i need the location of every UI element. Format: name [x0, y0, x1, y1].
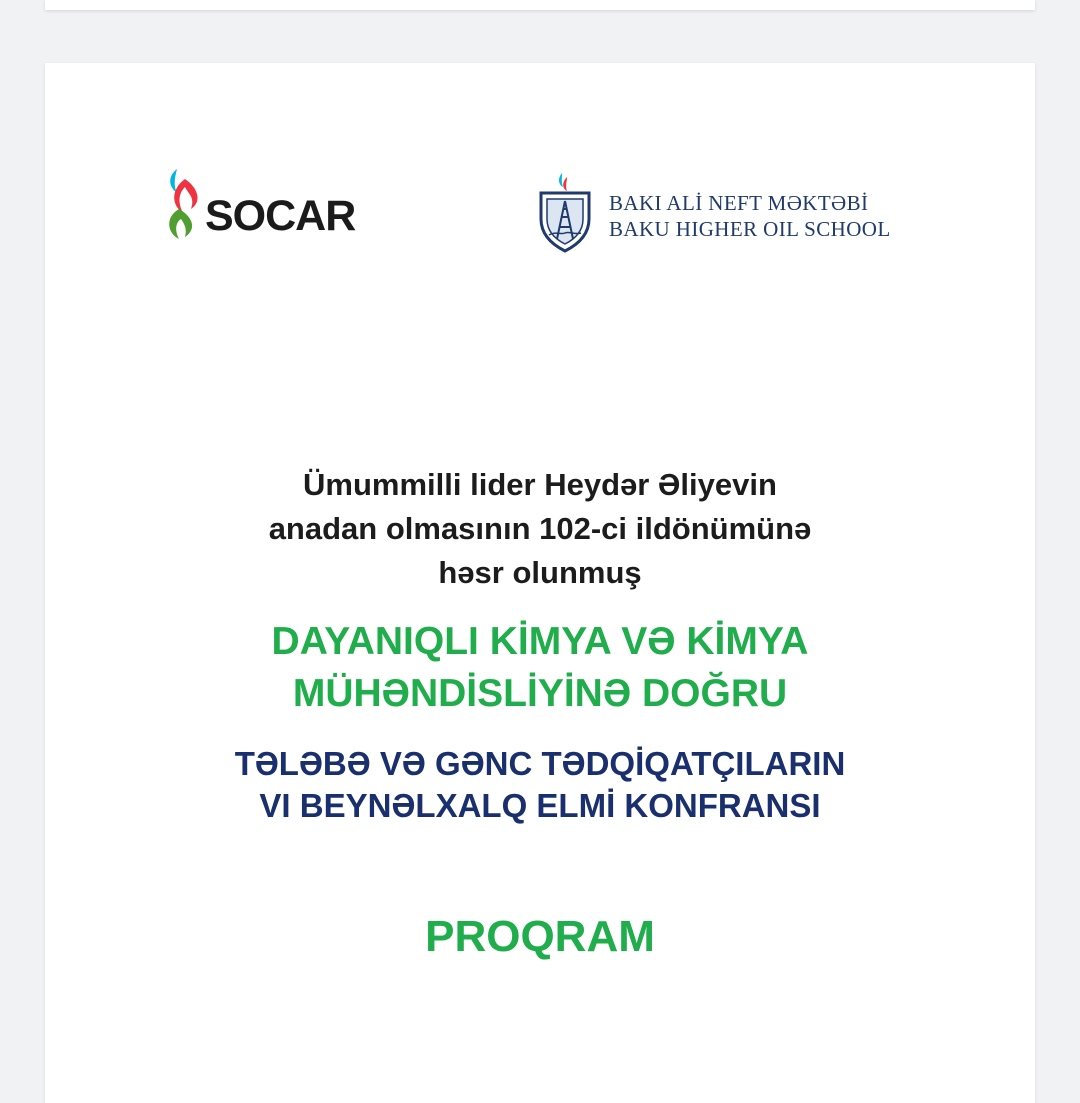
document-page[interactable]	[45, 63, 1035, 1103]
conference-subtitle-line: VI BEYNƏLXALQ ELMİ KONFRANSI	[259, 787, 821, 824]
bhos-name-az: BAKI ALİ NEFT MƏKTƏBİ	[609, 191, 869, 215]
azerbaijan-flame-icon	[157, 165, 207, 241]
socar-wordmark: SOCAR	[205, 191, 356, 240]
dedication-line: həsr olunmuş	[438, 555, 642, 590]
conference-subtitle-line: TƏLƏBƏ VƏ GƏNC TƏDQİQATÇILARIN	[234, 745, 846, 782]
dedication-line: anadan olmasının 102-ci ildönümünə	[268, 511, 812, 546]
bhos-name-en: BAKU HIGHER OIL SCHOOL	[609, 217, 891, 241]
conference-subtitle	[45, 743, 1035, 827]
program-heading: PROQRAM	[425, 912, 655, 961]
bhos-shield-emblem-icon	[535, 169, 595, 253]
dedication-line: Ümummilli lider Heydər Əliyevin	[303, 467, 777, 502]
conference-title-line: MÜHƏNDİSLİYİNƏ DOĞRU	[292, 672, 788, 715]
previous-page-card	[45, 0, 1035, 10]
conference-title	[45, 616, 1035, 720]
dedication-text	[45, 463, 1035, 595]
bhos-name	[609, 190, 891, 242]
conference-title-line: DAYANIQLI KİMYA VƏ KİMYA	[271, 620, 809, 663]
socar-logo	[157, 163, 355, 243]
bhos-logo	[535, 169, 891, 253]
